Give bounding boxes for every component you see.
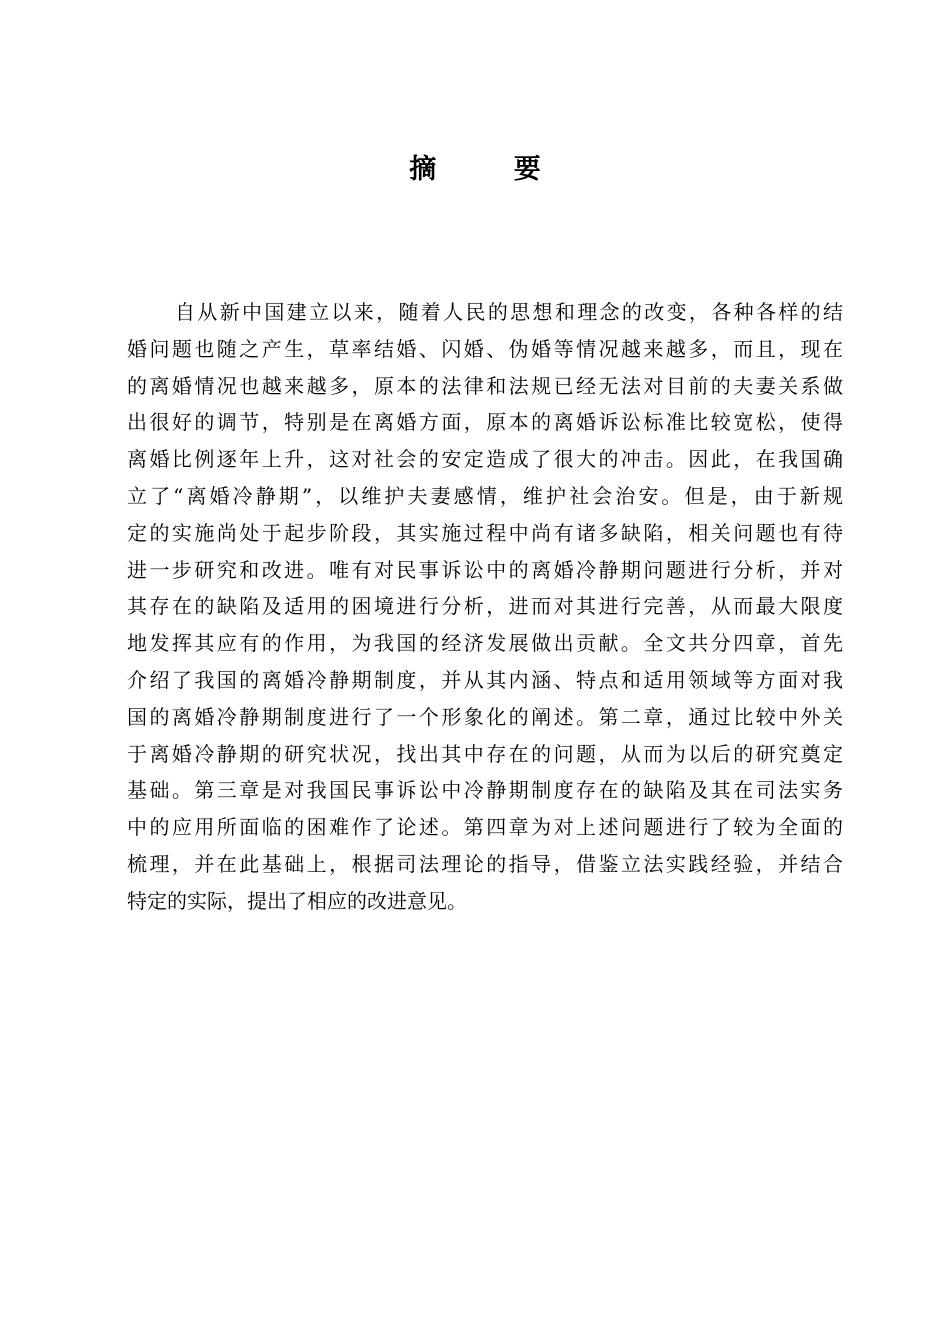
paragraph-line: 梳理，并在此基础上，根据司法理论的指导，借鉴立法实践经验，并结合 — [127, 851, 843, 876]
paragraph-line: 自从新中国建立以来，随着人民的思想和理念的改变，各种各样的结 — [175, 300, 843, 324]
paragraph-line: 于离婚冷静期的研究状况，找出其中存在的问题，从而为以后的研究奠定 — [127, 741, 843, 766]
paragraph-line: 其存在的缺陷及适用的困境进行分析，进而对其进行完善，从而最大限度 — [127, 594, 843, 619]
paragraph-line: 定的实施尚处于起步阶段，其实施过程中尚有诸多缺陷，相关问题也有待 — [127, 520, 843, 545]
paragraph-line: 离婚比例逐年上升，这对社会的安定造成了很大的冲击。因此，在我国确 — [127, 447, 843, 472]
paragraph-line: 基础。第三章是对我国民事诉讼中冷静期制度存在的缺陷及其在司法实务 — [127, 778, 843, 803]
paragraph-line: 立了“离婚冷静期”，以维护夫妻感情，维护社会治安。但是，由于新规 — [127, 483, 843, 508]
paragraph-line: 中的应用所面临的困难作了论述。第四章为对上述问题进行了较为全面的 — [127, 815, 843, 840]
paragraph-line: 特定的实际，提出了相应的改进意见。 — [127, 888, 467, 913]
paragraph-line: 国的离婚冷静期制度进行了一个形象化的阐述。第二章，通过比较中外关 — [127, 704, 843, 729]
paragraph-line: 进一步研究和改进。唯有对民事诉讼中的离婚冷静期问题进行分析，并对 — [127, 557, 843, 582]
paragraph-line: 出很好的调节，特别是在离婚方面，原本的离婚诉讼标准比较宽松，使得 — [127, 410, 843, 435]
paragraph-line: 地发挥其应有的作用，为我国的经济发展做出贡献。全文共分四章，首先 — [127, 631, 843, 656]
paragraph-line: 介绍了我国的离婚冷静期制度，并从其内涵、特点和适用领域等方面对我 — [127, 667, 843, 692]
abstract-paragraph — [127, 294, 843, 920]
page-title: 摘 要 — [409, 154, 575, 185]
paragraph-line: 婚问题也随之产生，草率结婚、闪婚、伪婚等情况越来越多，而且，现在 — [127, 336, 843, 361]
paragraph-line: 的离婚情况也越来越多，原本的法律和法规已经无法对目前的夫妻关系做 — [127, 373, 843, 398]
